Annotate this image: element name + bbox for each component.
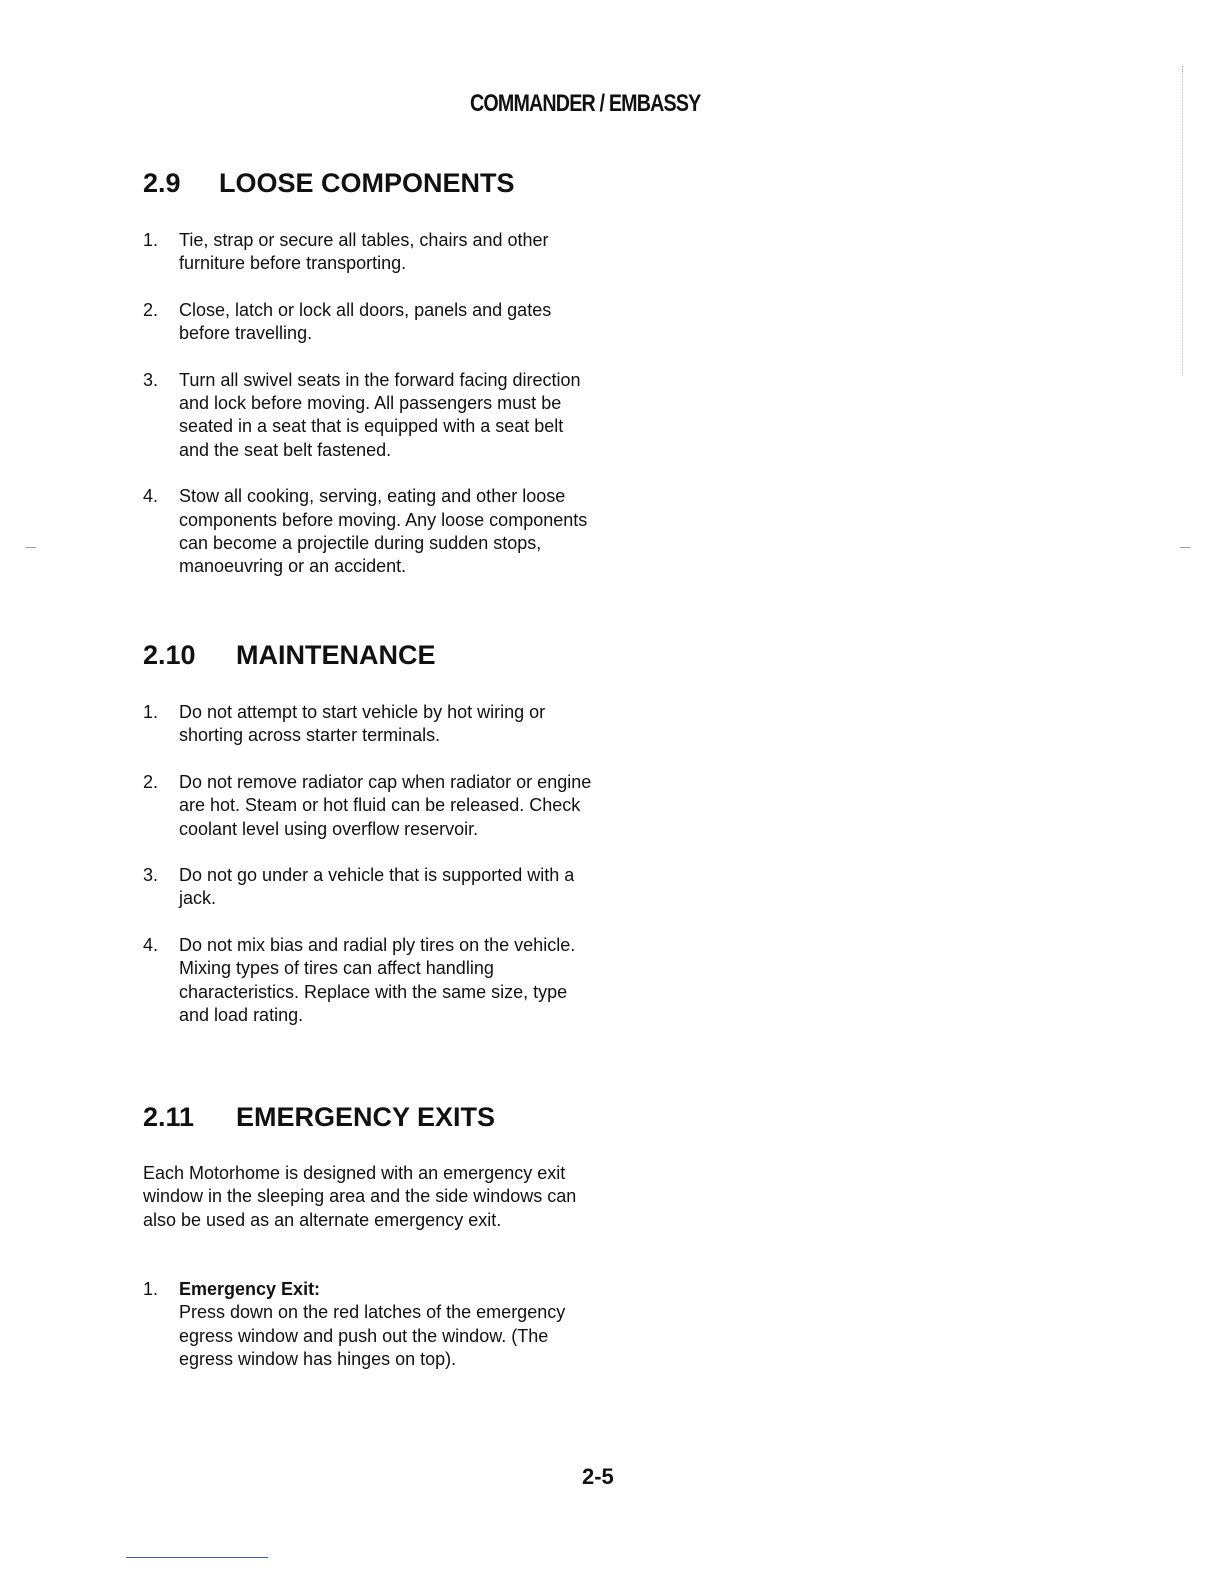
list-item bbox=[143, 771, 593, 841]
section-heading-maintenance bbox=[143, 640, 436, 671]
item-text: Stow all cooking, serving, eating and other loose components before moving. Any loose components can become a projectile during sudden stops, manoeuvring or an accident. bbox=[179, 486, 588, 577]
margin-tick-right bbox=[1180, 547, 1190, 548]
list-item bbox=[143, 485, 593, 579]
item-number: 1. bbox=[143, 702, 159, 722]
maintenance-list bbox=[143, 701, 593, 1050]
item-title: Emergency Exit: bbox=[179, 1279, 321, 1299]
section-number: 2.11 bbox=[143, 1102, 195, 1132]
emergency-exits-list bbox=[143, 1278, 593, 1395]
item-text: Do not remove radiator cap when radiator or engine are hot. Steam or hot fluid can be released. Check coolant level using overflow reservoir. bbox=[179, 771, 592, 839]
item-number: 4. bbox=[143, 934, 159, 955]
section-number: 2.10 bbox=[143, 640, 196, 670]
item-text: Do not go under a vehicle that is supported with a jack. bbox=[179, 865, 575, 909]
loose-components-list bbox=[143, 229, 593, 602]
bottom-rule bbox=[126, 1557, 268, 1558]
list-item bbox=[143, 229, 593, 276]
section-title: LOOSE COMPONENTS bbox=[219, 168, 515, 198]
item-number: 4. bbox=[143, 486, 159, 507]
list-item bbox=[143, 701, 593, 748]
item-number: 2. bbox=[143, 771, 159, 792]
item-number: 3. bbox=[143, 865, 159, 886]
section-heading-loose-components bbox=[143, 168, 515, 199]
page-number: 2-5 bbox=[582, 1464, 614, 1489]
item-text: Do not mix bias and radial ply tires on the vehicle. Mixing types of tires can affect handling characteristics. Replace with the same size, type and load rating. bbox=[179, 934, 576, 1026]
scan-edge-line bbox=[1182, 66, 1184, 376]
section-number: 2.9 bbox=[143, 168, 181, 198]
item-text: Tie, strap or secure all tables, chairs and other furniture before transporting. bbox=[179, 230, 549, 274]
item-number: 3. bbox=[143, 369, 159, 390]
list-item bbox=[143, 1278, 593, 1372]
item-text: Do not attempt to start vehicle by hot wiring or shorting across starter terminals. bbox=[179, 702, 546, 746]
item-number: 1. bbox=[143, 1279, 159, 1299]
item-number: 1. bbox=[143, 230, 159, 250]
list-item bbox=[143, 864, 593, 911]
list-item bbox=[143, 369, 593, 463]
page-header: COMMANDER / EMBASSY bbox=[470, 90, 701, 117]
list-item bbox=[143, 934, 593, 1028]
item-text: Press down on the red latches of the emergency egress window and push out the window. (The egress window has hinges on top). bbox=[179, 1302, 566, 1370]
item-number: 2. bbox=[143, 299, 159, 320]
item-text: Close, latch or lock all doors, panels and gates before travelling. bbox=[179, 299, 552, 344]
margin-tick-left bbox=[26, 547, 36, 548]
section-title: EMERGENCY EXITS bbox=[236, 1102, 496, 1132]
list-item bbox=[143, 299, 593, 346]
item-text: Turn all swivel seats in the forward facing direction and lock before moving. All passengers must be seated in a seat that is equipped with a seat belt and the seat belt fastened. bbox=[179, 369, 581, 460]
section-title: MAINTENANCE bbox=[236, 640, 436, 670]
section-heading-emergency-exits bbox=[143, 1102, 495, 1133]
emergency-exits-intro: Each Motorhome is designed with an emergency exit window in the sleeping area and the side windows can also be used as an alternate emergency exit. bbox=[143, 1163, 577, 1230]
